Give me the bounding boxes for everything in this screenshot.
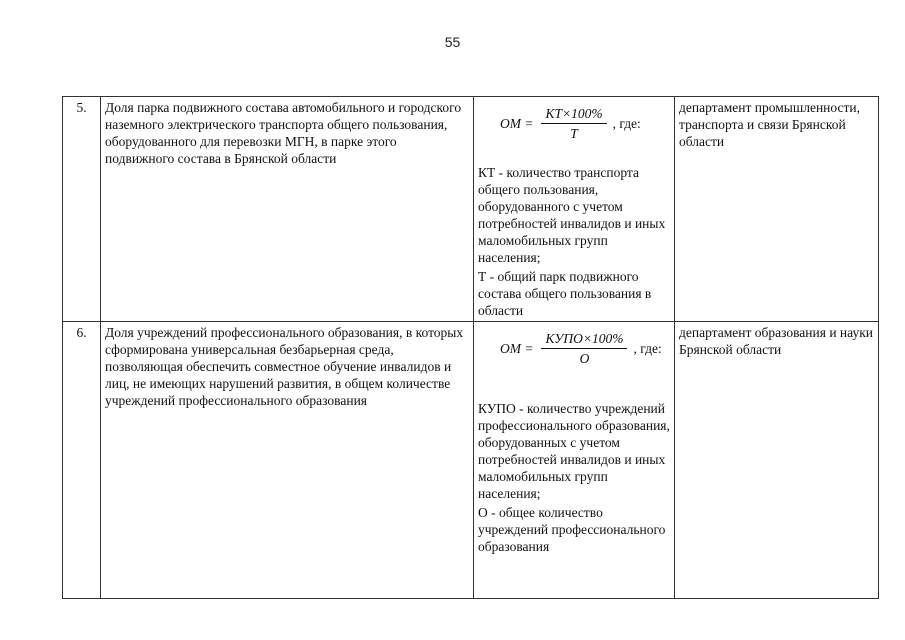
formula — [478, 328, 670, 368]
indicator-name: Доля парка подвижного состава автомобильного и городского наземного электрического транспорта общего пользования, оборудованного для перевозки МГН, в парке этого подвижного состава в Брянской области — [101, 97, 474, 322]
formula-lhs: ОМ = — [500, 340, 534, 356]
formula-denominator: Т — [570, 125, 578, 141]
table-row — [63, 97, 879, 322]
definition: О - общее количество учреждений профессионального образования — [478, 505, 666, 554]
department: департамент промышленности, транспорта и связи Брянской области — [675, 97, 879, 322]
formula-cell — [474, 322, 675, 599]
indicator-name: Доля учреждений профессионального образования, в которых сформирована универсальная безбарьерная среда, позволяющая обеспечить совместное обучение инвалидов и лиц, не имеющих нарушений развития, в общем количестве учреждений профессионального образования — [101, 322, 474, 599]
formula-cell — [474, 97, 675, 322]
formula-numerator: КУПО×100% — [541, 330, 627, 349]
formula — [478, 103, 670, 143]
definition: КУПО - количество учреждений профессионального образования, оборудованных с учетом потребностей инвалидов и иных маломобильных групп населения; — [478, 401, 670, 501]
definition: КТ - количество транспорта общего пользования, оборудованного с учетом потребностей инвалидов и иных маломобильных групп населения; — [478, 165, 666, 265]
table-row — [63, 322, 879, 599]
formula-numerator: КТ×100% — [541, 105, 606, 124]
formula-fraction — [541, 330, 627, 367]
formula-denominator: О — [579, 350, 590, 366]
formula-suffix: , где: — [633, 340, 662, 356]
formula-fraction — [541, 105, 606, 142]
formula-suffix: , где: — [612, 115, 641, 131]
row-number: 6. — [63, 322, 101, 599]
department: департамент образования и науки Брянской области — [675, 322, 879, 599]
page-number: 55 — [444, 34, 461, 50]
definition: Т - общий парк подвижного состава общего пользования в области — [478, 269, 652, 318]
indicators-table — [62, 96, 879, 599]
row-number: 5. — [63, 97, 101, 322]
formula-lhs: ОМ = — [500, 115, 534, 131]
